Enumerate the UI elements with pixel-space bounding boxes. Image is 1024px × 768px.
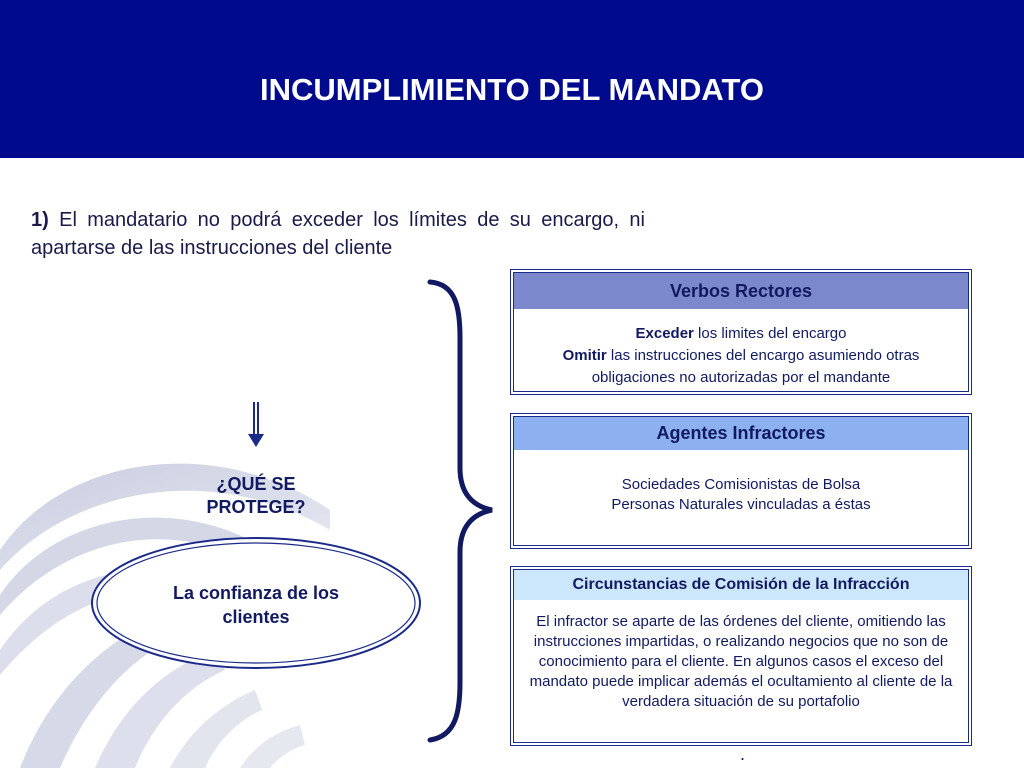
verbos-rectores-body	[511, 309, 971, 389]
protege-question	[186, 473, 326, 519]
agentes-infractores-body	[511, 450, 971, 515]
verbos-line-2-bold: Omitir	[562, 347, 607, 364]
verbos-line-2-rest: las instrucciones del encargo asumiendo otras obligaciones no autorizadas por el mandante	[591, 347, 920, 386]
footer-mark: .	[740, 744, 746, 764]
circunstancias-title: Circunstancias de Comisión de la Infracción	[514, 570, 968, 600]
verbos-rectores-box	[510, 269, 972, 395]
page-title: INCUMPLIMIENTO DEL MANDATO	[259, 72, 765, 107]
verbos-rectores-title: Verbos Rectores	[514, 273, 968, 309]
intro-text: El mandatario no podrá exceder los límites de su encargo, ni apartarse de las instrucciones del cliente	[31, 209, 646, 259]
agentes-line-2: Personas Naturales vinculadas a éstas	[611, 496, 871, 513]
verbos-line-1	[511, 323, 971, 345]
verbos-line-1-bold: Exceder	[635, 325, 694, 342]
confianza-text	[150, 581, 362, 629]
curly-brace	[426, 278, 498, 744]
verbos-line-2	[511, 345, 971, 389]
intro-paragraph	[31, 206, 645, 262]
question-line-1: ¿QUÉ SE	[216, 474, 296, 494]
agentes-infractores-box	[510, 413, 972, 549]
answer-line-1: La confianza de los	[172, 583, 340, 603]
circunstancias-body: El infractor se aparte de las órdenes del cliente, omitiendo las instrucciones impartidas, o realizando negocios que no son de conocimiento para el cliente. En algunos casos el exceso del mandato puede implicar además el ocultamiento al cliente de la verdadera situación de su portafolio	[529, 613, 953, 710]
answer-line-2: clientes	[222, 607, 290, 627]
down-arrow-icon	[246, 402, 266, 448]
agentes-line-1: Sociedades Comisionistas de Bolsa	[621, 476, 861, 493]
intro-number: 1)	[31, 209, 49, 231]
circunstancias-box	[510, 566, 972, 746]
question-line-2: PROTEGE?	[206, 497, 306, 517]
verbos-line-1-rest: los limites del encargo	[693, 325, 847, 342]
agentes-infractores-title: Agentes Infractores	[514, 417, 968, 450]
